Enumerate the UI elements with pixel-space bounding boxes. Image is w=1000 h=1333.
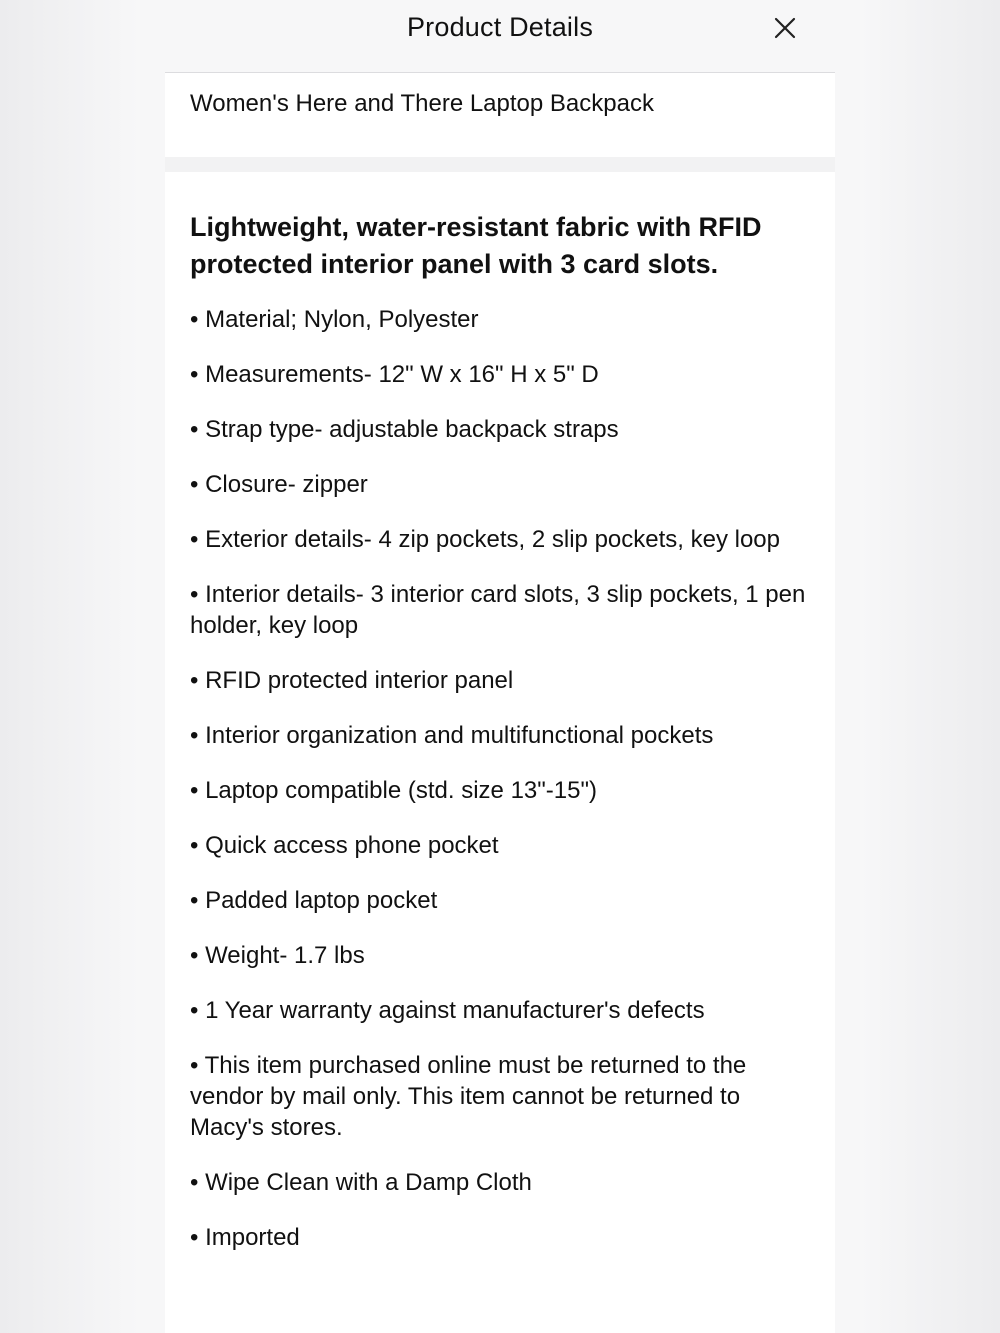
details-bullet-list (190, 304, 815, 1277)
details-bullet-item: • Quick access phone pocket (190, 832, 499, 859)
details-bullet-item: • Imported (190, 1224, 300, 1251)
details-bullet-item: • Wipe Clean with a Damp Cloth (190, 1169, 532, 1196)
page-title: Product Details (406, 12, 594, 42)
details-bullet-item: • Closure- zipper (190, 471, 368, 498)
details-bullet-item: • Padded laptop pocket (190, 887, 438, 914)
details-bullet-item: • Measurements- 12" W x 16" H x 5" D (190, 361, 599, 388)
product-details-panel (165, 0, 835, 1333)
details-bullet-item: • Interior organization and multifunctional pockets (190, 722, 714, 749)
close-icon (773, 16, 797, 40)
details-bullet-item: • Laptop compatible (std. size 13"-15") (190, 777, 597, 804)
details-bullet-item: • Strap type- adjustable backpack straps (190, 416, 619, 443)
product-name: Women's Here and There Laptop Backpack (190, 90, 654, 117)
product-name-card (165, 73, 835, 157)
product-details-card (165, 172, 835, 1333)
details-bullet-item: • RFID protected interior panel (190, 667, 514, 694)
details-headline: Lightweight, water-resistant fabric with RFID protected interior panel with 3 card slots. (190, 212, 762, 279)
details-bullet-item: • This item purchased online must be returned to the vendor by mail only. This item cannot be returned to Macy's stores. (190, 1052, 747, 1141)
details-bullet-item: • Weight- 1.7 lbs (190, 942, 365, 969)
details-bullet-item: • Exterior details- 4 zip pockets, 2 slip pockets, key loop (190, 526, 781, 553)
details-bullet-item: • Interior details- 3 interior card slots, 3 slip pockets, 1 pen holder, key loop (190, 581, 806, 639)
panel-header (165, 0, 835, 73)
details-bullet-item: • Material; Nylon, Polyester (190, 306, 479, 333)
close-button[interactable] (773, 16, 797, 40)
details-bullet-item: • 1 Year warranty against manufacturer's defects (190, 997, 705, 1024)
